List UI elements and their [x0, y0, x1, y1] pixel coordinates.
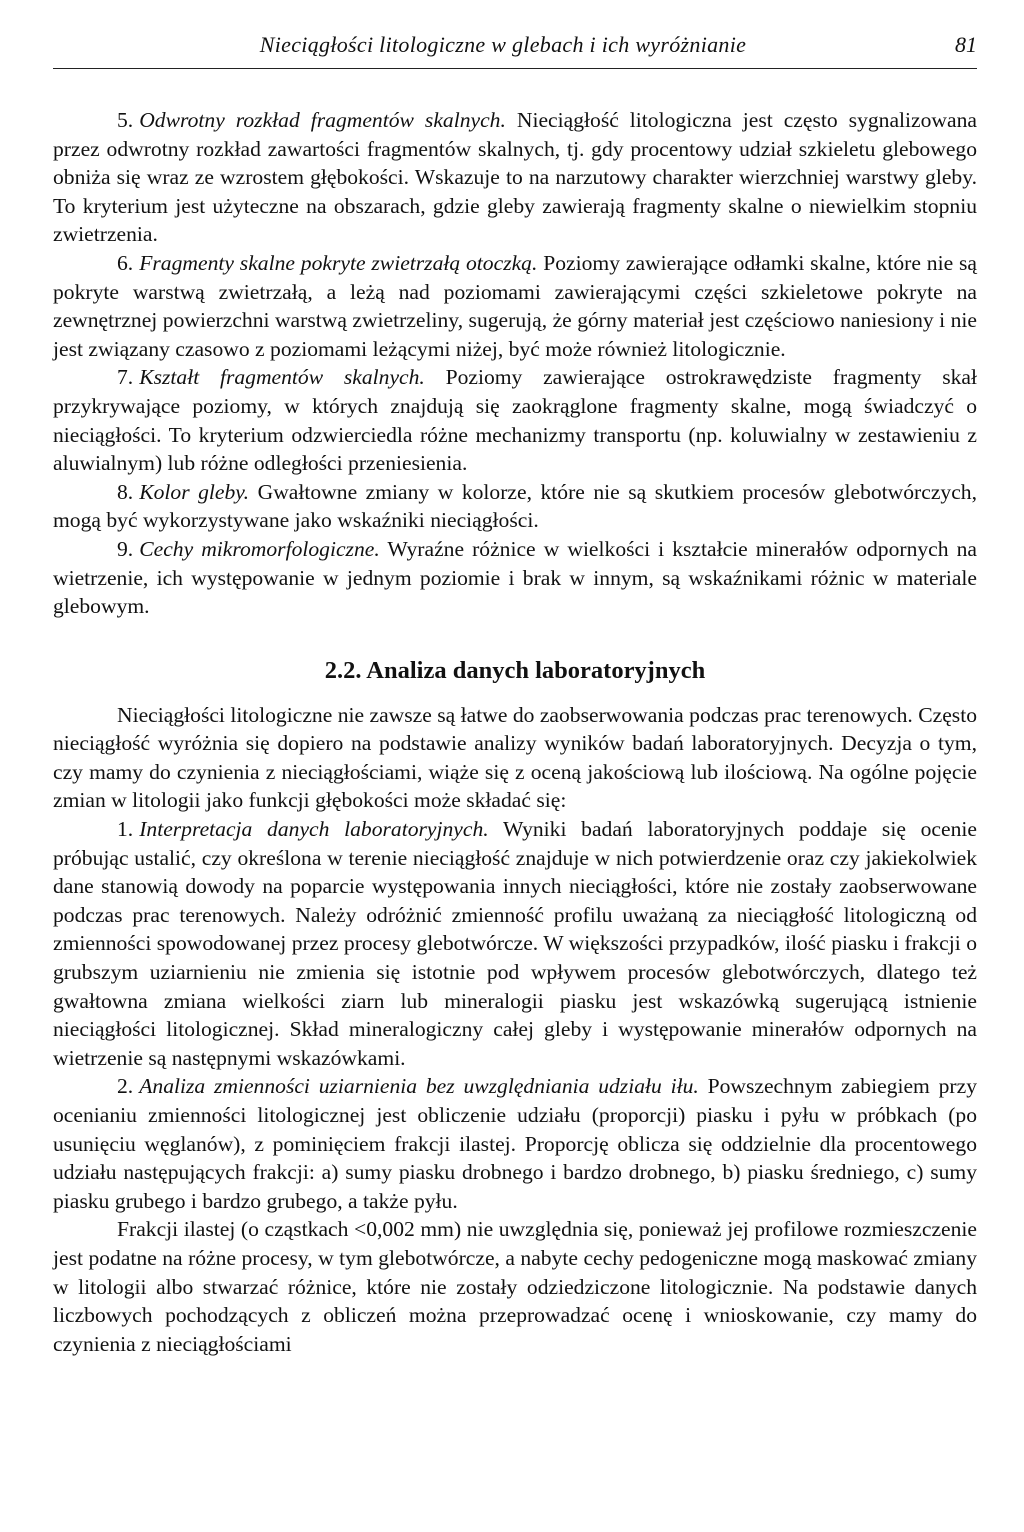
page-number: 81	[955, 32, 977, 57]
item-number: 7.	[117, 365, 134, 390]
item-title: Kolor gleby.	[139, 479, 250, 504]
item-number: 2.	[117, 1074, 134, 1099]
list-item-9	[53, 535, 977, 621]
list-item-5	[53, 106, 977, 249]
item-title: Fragmenty skalne pokryte zwietrzałą otoczką.	[139, 250, 538, 275]
section-closing-paragraph: Frakcji ilastej (o cząstkach <0,002 mm) nie uwzględnia się, ponieważ jej profilowe rozmieszczenie jest podatne na różne procesy, w tym glebotwórcze, a nabyte cechy pedogeniczne mogą maskować zmiany w litologii albo stwarzać różnice, które nie zostały odziedziczone litologicznie. Na podstawie danych liczbowych pochodzących z obliczeń można przeprowadzać ocenę i wnioskowanie, czy mamy do czynienia z nieciągłościami	[53, 1217, 977, 1356]
section-heading: 2.2. Analiza danych laboratoryjnych	[324, 656, 706, 684]
section-list-item-1	[53, 815, 977, 1072]
item-title: Cechy mikromorfologiczne.	[139, 536, 380, 561]
item-number: 5.	[117, 108, 134, 132]
section-intro: Nieciągłości litologiczne nie zawsze są łatwe do zaobserwowania podczas prac terenowych. Często nieciągłość wyróżnia się dopiero na podstawie analizy wyników badań laboratoryjnych. Decyzja o tym, czy mamy do czynienia z nieciągłościami, wiąże się z oceną jakościową lub ilościową. Na ogólne pojęcie zmian w litologii jako funkcji głębokości może składać się:	[53, 702, 977, 813]
list-item-6	[53, 249, 977, 363]
running-header	[53, 30, 977, 69]
item-text: Wyraźne różnice w wielkości i kształcie minerałów odpornych na wietrzenie, ich występowanie w jednym poziomie i brak w innym, są wskaźnikami różnic w materiale glebowym.	[53, 536, 977, 619]
item-text: Nieciągłość litologiczna jest często sygnalizowana przez odwrotny rozkład zawartości fragmentów skalnych, tj. gdy procentowy udział szkieletu glebowego obniża się wraz ze wzrostem głębokości. Wskazuje to na narzutowy charakter wierzchniej warstwy gleby. To kryterium jest użyteczne na obszarach, gdzie gleby zawierają fragmenty skalne o niewielkim stopniu zwietrzenia.	[53, 108, 977, 247]
item-text: Wyniki badań laboratoryjnych poddaje się ocenie próbując ustalić, czy określona w terenie nieciągłość znajduje w nich potwierdzenie oraz czy jakiekolwiek dane stanowią dowody na poparcie występowania innych nieciągłości, które nie zostały zaobserwowane podczas prac terenowych. Należy odróżnić zmienność profilu uważaną za nieciągłość litologiczną od zmienności spowodowanej przez procesy glebotwórcze. W większości przypadków, ilość piasku i frakcji o grubszym uziarnieniu nie zmienia się istotnie pod wpływem procesów glebotwórczych, dlatego też gwałtowna zmiana wielkości ziarn lub mineralogii piasku jest wskazówką sugerującą istnienie nieciągłości litologicznej. Skład mineralogiczny całej gleby i występowanie minerałów odpornych na wietrzenie są następnymi wskazówkami.	[53, 817, 977, 1070]
item-text: Powszechnym zabiegiem przy ocenianiu zmienności litologicznej jest obliczenie udziału (proporcji) piasku i pyłu w próbkach (po usunięciu węglanów), z pominięciem frakcji ilastej. Proporcję oblicza się oddzielnie dla procentowego udziału następujących frakcji: a) sumy piasku drobnego i bardzo drobnego, b) piasku średniego, c) sumy piasku grubego i bardzo grubego, a także pyłu.	[53, 1074, 977, 1213]
item-title: Interpretacja danych laboratoryjnych.	[139, 817, 489, 842]
item-number: 1.	[117, 817, 134, 842]
running-title: Nieciągłości litologiczne w glebach i ich wyróżnianie	[259, 32, 747, 57]
list-item-7	[53, 363, 977, 477]
item-title: Odwrotny rozkład fragmentów skalnych.	[139, 108, 506, 132]
item-number: 6.	[117, 250, 134, 275]
section-list-item-2	[53, 1072, 977, 1215]
item-text: Gwałtowne zmiany w kolorze, które nie są skutkiem procesów glebotwórczych, mogą być wykorzystywane jako wskaźniki nieciągłości.	[53, 479, 977, 533]
item-text: Poziomy zawierające ostrokrawędziste fragmenty skał przykrywające poziomy, w których znajdują się zaokrąglone fragmenty skalne, mogą świadczyć o nieciągłości. To kryterium odzwierciedla różne mechanizmy transportu (np. koluwialny w zestawieniu z aluwialnym) lub różne odległości przeniesienia.	[53, 365, 978, 476]
body-text	[53, 106, 977, 1358]
item-title: Kształt fragmentów skalnych.	[139, 365, 425, 390]
item-number: 8.	[117, 479, 134, 504]
item-text: Poziomy zawierające odłamki skalne, które nie są pokryte warstwą zwietrzałą, a leżą nad poziomami zawierającymi części szkieletowe pokryte na zewnętrznej powierzchni warstwą zwietrzeliny, sugerują, że górny materiał jest częściowo naniesiony i nie jest związany czasowo z poziomami leżącymi niżej, być może również litologicznie.	[53, 250, 978, 361]
item-number: 9.	[117, 536, 134, 561]
item-title: Analiza zmienności uziarnienia bez uwzględniania udziału iłu.	[139, 1074, 699, 1099]
list-item-8	[53, 478, 977, 535]
